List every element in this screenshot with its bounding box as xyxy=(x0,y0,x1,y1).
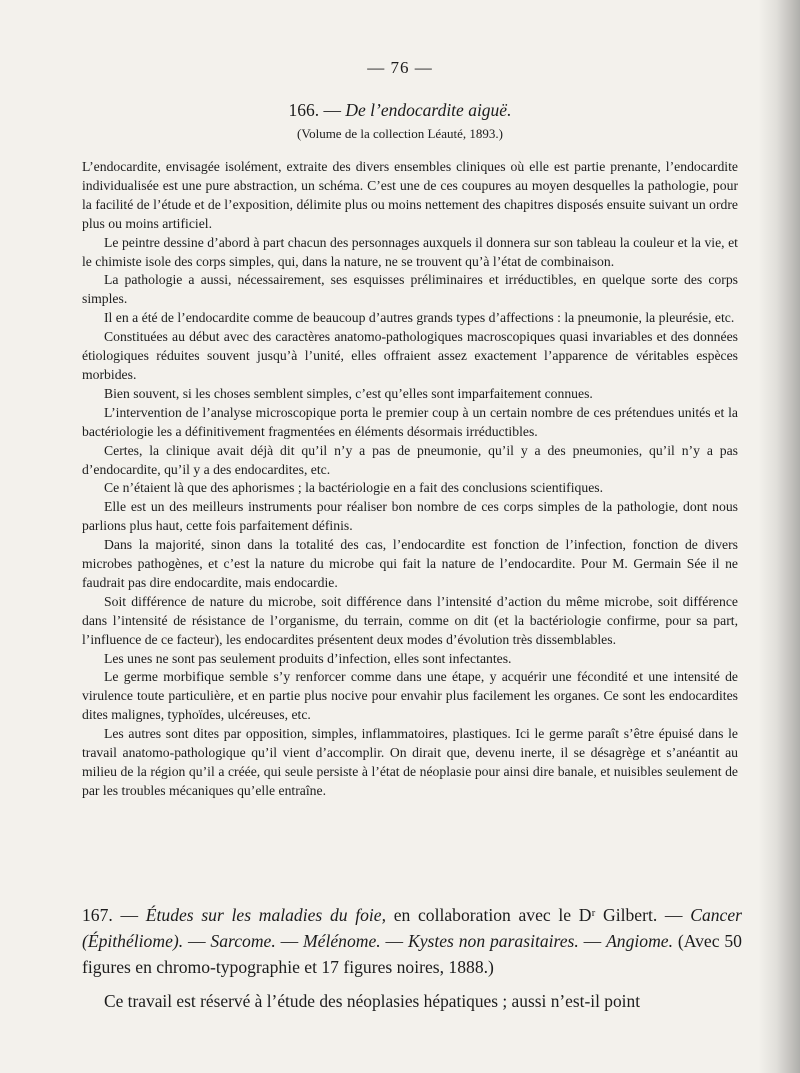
entry-167-topic-cancer: Cancer (Épithéliome). xyxy=(82,905,742,951)
separator: — xyxy=(183,931,211,951)
paragraph: Soit différence de nature du microbe, soit différence dans l’intensité d’action du même microbe, soit différence dans l’intensité de résistance de l’organisme, du terrain, comme on dit (et la bactériologie confirme, pour sa part, l’influence de ce facteur), les endocardites présentent deux modes d’évolution très dissemblables. xyxy=(82,593,738,647)
entry-167-topic-angiome: Angiome. xyxy=(606,931,674,951)
paragraph: Certes, la clinique avait déjà dit qu’il n’y a pas de pneumonie, qu’il y a des pneumonies, qu’il n’y a pas d’endocardite, qu’il y a des endocardites, etc. xyxy=(82,442,738,477)
paragraph: Il en a été de l’endocardite comme de beaucoup d’autres grands types d’affections : la pneumonie, la pleurésie, etc. xyxy=(104,310,735,326)
entry-167-topic-sarcome: Sarcome. xyxy=(210,931,276,951)
entry-167-heading xyxy=(82,902,742,980)
entry-166-title-text: De l’endocardite aiguë. xyxy=(345,100,512,120)
entry-167-collaboration: en collaboration avec le Dʳ Gilbert. — xyxy=(386,905,683,925)
entry-167-topic-kystes: Kystes non parasitaires. xyxy=(407,931,579,951)
entry-166-number: 166. — xyxy=(288,100,346,120)
entry-167-details: (Avec 50 figures en chromo-typographie et 17 figures noires, 1888.) xyxy=(82,931,742,977)
paragraph: Le germe morbifique semble s’y renforcer comme dans une étape, y acquérir une fécondité et une intensité de virulence toute particulière, et en partie plus nocive pour envahir plus facilement les organes. Ce sont les endocardites dites malignes, typhoïdes, ulcéreuses, etc. xyxy=(82,669,738,723)
paragraph: Constituées au début avec des caractères anatomo-pathologiques macroscopiques quasi invariables et des données étiologiques réduites souvent jusqu’à l’unité, elles offraient assez exactement l’apparence de véritables espèces morbides. xyxy=(82,329,738,382)
paragraph: Le peintre dessine d’abord à part chacun des personnages auxquels il donnera sur son tableau la couleur et la vie, et le chimiste isole des corps simples, qui, dans la nature, ne se trouvent qu’à l’état de combinaison. xyxy=(82,234,738,269)
paragraph: L’intervention de l’analyse microscopique porta le premier coup à un certain nombre de ces prétendues unités et la bactériologie les a définitivement fragmentées en éléments désormais irréductibles. xyxy=(82,404,738,439)
page-edge-shadow xyxy=(758,0,800,1073)
separator: — xyxy=(583,931,607,951)
entry-166-title xyxy=(0,100,800,121)
paragraph: Ce n’étaient là que des aphorismes ; la bactériologie en a fait des conclusions scientifiques. xyxy=(104,480,604,496)
page-number: — 76 — xyxy=(367,58,433,77)
entry-167-number: 167. xyxy=(82,905,113,925)
paragraph: Bien souvent, si les choses semblent simples, c’est qu’elles sont imparfaitement connues. xyxy=(104,385,593,401)
paragraph: Elle est un des meilleurs instruments pour réaliser bon nombre de ces corps simples de la pathologie, dont nous parlions plus haut, cette fois parfaitement définis. xyxy=(82,499,738,534)
separator: — xyxy=(275,931,304,951)
separator: — xyxy=(112,905,146,925)
paragraph: Les unes ne sont pas seulement produits d’infection, elles sont infectantes. xyxy=(104,650,512,666)
paragraph: Dans la majorité, sinon dans la totalité des cas, l’endocardite est fonction de l’infection, fonction de divers microbes pathogènes, et c’est la nature du microbe qui fait la nature de l’endocardite. Pour M. Germain Sée il ne faudrait pas dire endocardite, mais endocardie. xyxy=(82,537,738,590)
entry-166-body xyxy=(82,158,738,801)
paragraph: L’endocardite, envisagée isolément, extraite des divers ensembles cliniques où elle est partie prenante, l’endocardite individualisée est une pure abstraction, un schéma. C’est une de ces coupures au moyen desquelles la pathologie, pour la facilité de l’étude et de l’exposition, délimite plus ou moins nettement des chapitres disposés ensuite suivant un ordre plus ou moins artificiel. xyxy=(82,159,738,231)
separator: — xyxy=(380,931,408,951)
entry-167-topic-melenome: Mélénome. xyxy=(303,931,381,951)
paragraph: Les autres sont dites par opposition, simples, inflammatoires, plastiques. Ici le germe paraît s’être épuisé dans le travail anatomo-pathologique qu’il vient d’accomplir. On dirait que, devenu inerte, il se désagrège et s’anéantit au milieu de la région qu’il a créée, qui seule persiste à l’état de néoplasie pour ainsi dire banale, et nuisibles seulement de par les troubles mécaniques qu’elle entraîne. xyxy=(82,726,738,798)
entry-166-subtitle: (Volume de la collection Léauté, 1893.) xyxy=(297,126,503,141)
entry-167-title: Études sur les maladies du foie, xyxy=(145,905,387,925)
paragraph: La pathologie a aussi, nécessairement, ses esquisses préliminaires et irréductibles, en quelque sorte des corps simples. xyxy=(82,272,738,307)
entry-167-body: Ce travail est réservé à l’étude des néoplasies hépatiques ; aussi n’est-il point xyxy=(104,991,641,1011)
